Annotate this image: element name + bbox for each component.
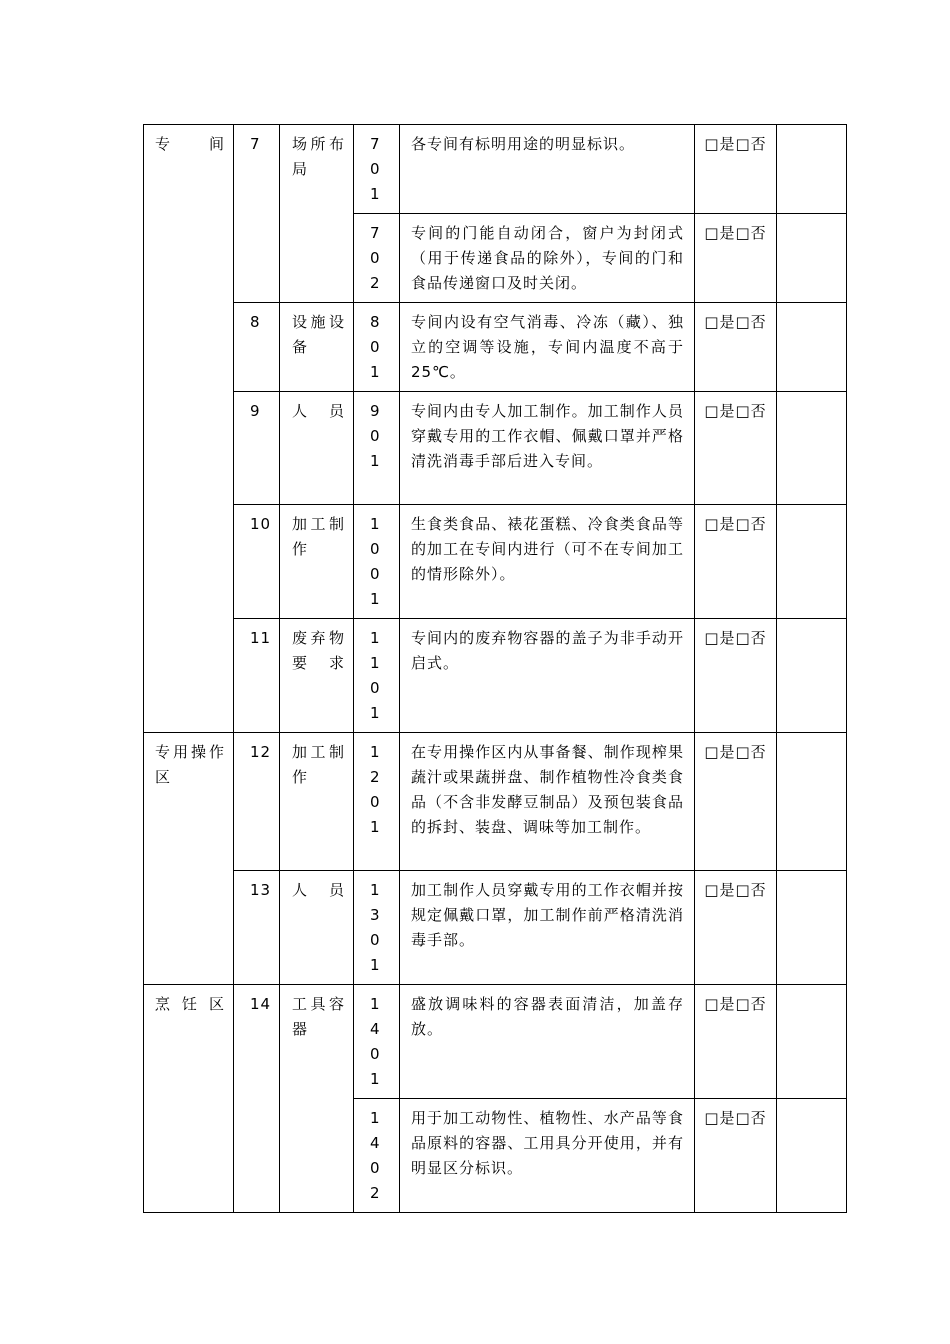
area-label: 专间 [155,135,225,153]
yes-no-checkbox-cell[interactable] [695,505,777,619]
subject-cell [280,733,354,871]
yes-no-checkbox[interactable]: □是□否 [704,135,767,153]
table-row [144,505,847,619]
code-cell [354,214,400,303]
content-cell [400,733,695,871]
remarks-cell [777,733,847,871]
code-cell [354,125,400,214]
item-number-cell [234,733,280,871]
yes-no-checkbox[interactable]: □是□否 [704,881,767,899]
yes-no-checkbox[interactable]: □是□否 [704,629,767,647]
check-code: 901 [370,402,381,470]
code-cell [354,733,400,871]
subject-cell [280,985,354,1213]
item-number-cell [234,985,280,1213]
yes-no-checkbox[interactable]: □是□否 [704,995,767,1013]
subject-label: 人员 [292,402,345,420]
yes-no-checkbox-cell[interactable] [695,619,777,733]
yes-no-checkbox-cell[interactable] [695,303,777,392]
item-number-cell [234,871,280,985]
table-row [144,125,847,214]
remarks-cell [777,392,847,505]
check-code: 1401 [370,995,381,1088]
check-content: 专间内由专人加工制作。加工制作人员穿戴专用的工作衣帽、佩戴口罩并严格清洗消毒手部后进入专间。 [411,402,684,470]
yes-no-checkbox[interactable]: □是□否 [704,313,767,331]
item-number: 9 [250,402,261,420]
check-content: 盛放调味料的容器表面清洁，加盖存放。 [411,995,684,1038]
area-cell [144,125,234,733]
item-number-cell [234,505,280,619]
content-cell [400,1099,695,1213]
yes-no-checkbox-cell[interactable] [695,871,777,985]
item-number: 11 [250,629,272,647]
remarks-cell [777,214,847,303]
check-code: 1201 [370,743,381,836]
area-cell [144,733,234,985]
content-cell [400,505,695,619]
code-cell [354,871,400,985]
subject-label: 人员 [292,881,345,899]
content-cell [400,214,695,303]
item-number: 13 [250,881,272,899]
content-cell [400,985,695,1099]
code-cell [354,392,400,505]
check-code: 1001 [370,515,381,608]
remarks-cell [777,1099,847,1213]
remarks-cell [777,125,847,214]
subject-label: 加工制作 [292,515,345,558]
check-content: 用于加工动物性、植物性、水产品等食品原料的容器、工用具分开使用，并有明显区分标识。 [411,1109,684,1177]
remarks-cell [777,985,847,1099]
content-cell [400,871,695,985]
yes-no-checkbox[interactable]: □是□否 [704,515,767,533]
item-number: 8 [250,313,261,331]
remarks-cell [777,505,847,619]
subject-label: 废弃物要求 [292,629,345,672]
table-row [144,985,847,1099]
yes-no-checkbox-cell[interactable] [695,125,777,214]
remarks-cell [777,871,847,985]
item-number: 7 [250,135,261,153]
content-cell [400,619,695,733]
yes-no-checkbox-cell[interactable] [695,733,777,871]
check-content: 专间内设有空气消毒、冷冻（藏）、独立的空调等设施，专间内温度不高于25℃。 [411,313,684,381]
check-code: 801 [370,313,381,381]
code-cell [354,505,400,619]
code-cell [354,985,400,1099]
code-cell [354,619,400,733]
yes-no-checkbox-cell[interactable] [695,1099,777,1213]
item-number-cell [234,392,280,505]
inspection-checklist-table [143,124,847,1213]
check-content: 专间内的废弃物容器的盖子为非手动开启式。 [411,629,684,672]
yes-no-checkbox-cell[interactable] [695,985,777,1099]
item-number-cell [234,303,280,392]
subject-label: 场所布局 [292,135,345,178]
table-row [144,871,847,985]
check-code: 1101 [370,629,381,722]
area-cell [144,985,234,1213]
check-code: 702 [370,224,381,292]
item-number-cell [234,125,280,303]
item-number: 10 [250,515,272,533]
subject-cell [280,303,354,392]
subject-cell [280,619,354,733]
subject-cell [280,505,354,619]
yes-no-checkbox[interactable]: □是□否 [704,743,767,761]
yes-no-checkbox[interactable]: □是□否 [704,224,767,242]
yes-no-checkbox[interactable]: □是□否 [704,402,767,420]
item-number-cell [234,619,280,733]
area-label: 烹饪区 [155,995,225,1013]
content-cell [400,303,695,392]
table-row [144,303,847,392]
remarks-cell [777,619,847,733]
subject-cell [280,125,354,303]
area-label: 专用操作区 [155,743,225,786]
subject-cell [280,871,354,985]
content-cell [400,125,695,214]
check-code: 1402 [370,1109,381,1202]
table-row [144,619,847,733]
remarks-cell [777,303,847,392]
item-number: 14 [250,995,272,1013]
content-cell [400,392,695,505]
yes-no-checkbox-cell[interactable] [695,392,777,505]
subject-label: 加工制作 [292,743,345,786]
table-row [144,733,847,871]
check-content: 专间的门能自动闭合，窗户为封闭式（用于传递食品的除外），专间的门和食品传递窗口及时关闭。 [411,224,684,292]
code-cell [354,1099,400,1213]
check-code: 701 [370,135,381,203]
check-code: 1301 [370,881,381,974]
check-content: 生食类食品、裱花蛋糕、冷食类食品等的加工在专间内进行（可不在专间加工的情形除外）。 [411,515,684,583]
table-row [144,392,847,505]
check-content: 在专用操作区内从事备餐、制作现榨果蔬汁或果蔬拼盘、制作植物性冷食类食品（不含非发酵豆制品）及预包装食品的拆封、装盘、调味等加工制作。 [411,743,684,836]
yes-no-checkbox-cell[interactable] [695,214,777,303]
check-content: 加工制作人员穿戴专用的工作衣帽并按规定佩戴口罩，加工制作前严格清洗消毒手部。 [411,881,684,949]
subject-cell [280,392,354,505]
check-content: 各专间有标明用途的明显标识。 [411,135,636,153]
subject-label: 设施设备 [292,313,345,356]
yes-no-checkbox[interactable]: □是□否 [704,1109,767,1127]
item-number: 12 [250,743,272,761]
code-cell [354,303,400,392]
subject-label: 工具容器 [292,995,345,1038]
